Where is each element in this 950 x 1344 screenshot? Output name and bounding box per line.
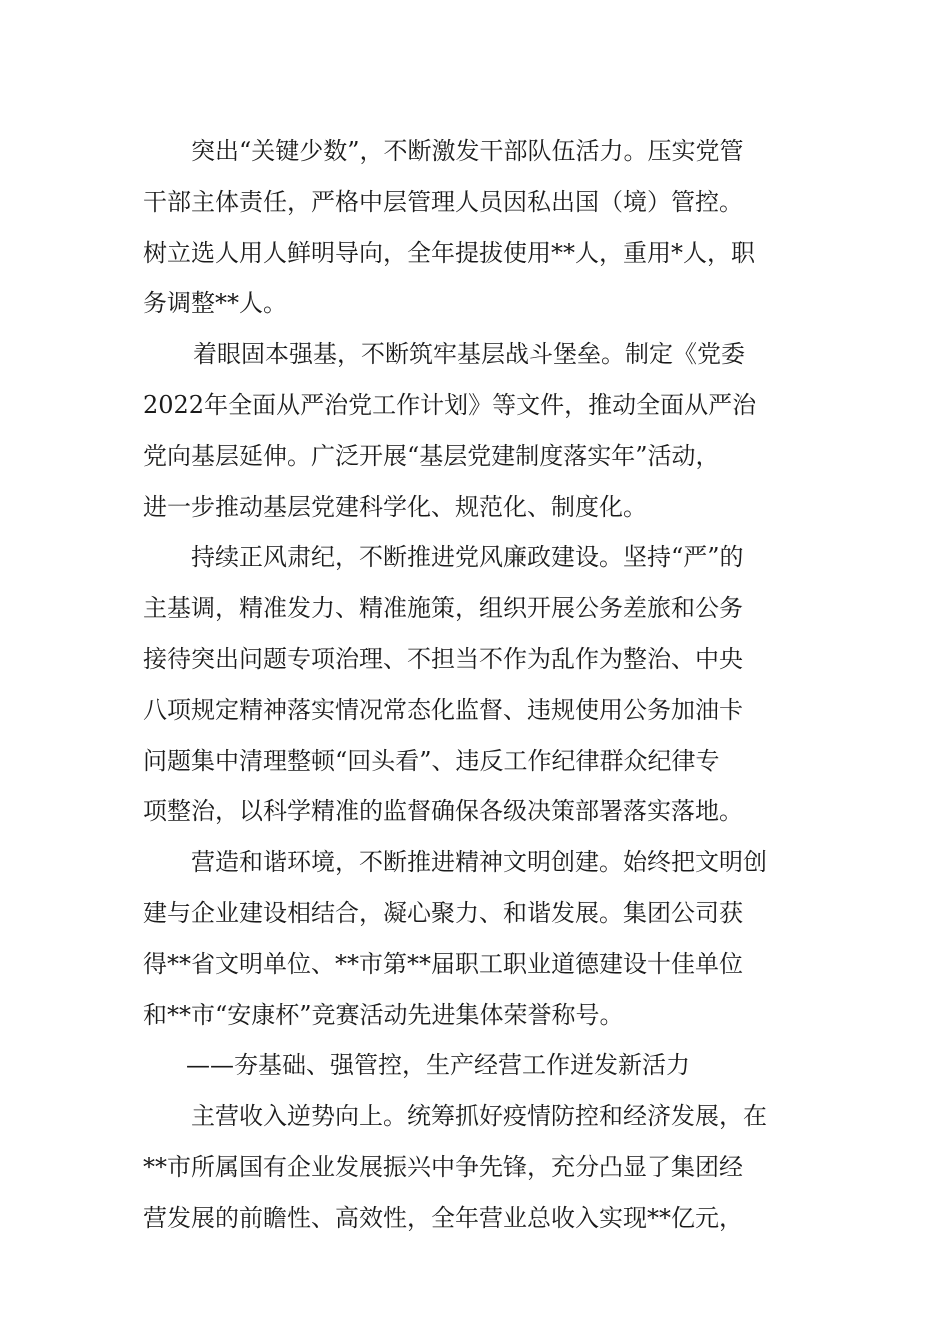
paragraph-civilization: 营造和谐环境，不断推进精神文明创建。始终把文明创 建与企业建设相结合，凝心聚力、和谐发展。集团公司获 得**省文明单位、**市第**届职工职业道德建设十佳单位 和**市“安康杯”竞赛活动先进集体荣誉称号。 — [143, 848, 767, 1029]
document-body — [143, 126, 811, 1244]
paragraph-cadre-team: 突出“关键少数”，不断激发干部队伍活力。压实党管 干部主体责任，严格中层管理人员因私出国（境）管控。 树立选人用人鲜明导向，全年提拔使用**人，重用*人，职 务调整**人。 — [143, 137, 755, 318]
paragraph-revenue: 主营收入逆势向上。统筹抓好疫情防控和经济发展，在 **市所属国有企业发展振兴中争先锋，充分凸显了集团经 营发展的前瞻性、高效性，全年营业总收入实现**亿元， — [143, 1102, 767, 1232]
paragraph-discipline: 持续正风肃纪，不断推进党风廉政建设。坚持“严”的 主基调，精准发力、精准施策，组织开展公务差旅和公务 接待突出问题专项治理、不担当不作为乱作为整治、中央 八项规定精神落实情况常态化监督、违规使用公务加油卡 问题集中清理整顿“回头看”、违反工作纪律群众纪律专 项整治，以科学精准的监督确保各级决策部署落实落地。 — [143, 543, 744, 826]
section-heading-operations: ——夯基础、强管控，生产经营工作迸发新活力 — [186, 1051, 690, 1080]
paragraph-grassroots: 着眼固本强基，不断筑牢基层战斗堡垒。制定《党委 2022年全面从严治党工作计划》等文件，推动全面从严治 党向基层延伸。广泛开展“基层党建制度落实年”活动， 进一步推动基层党建科学化、规范化、制度化。 — [143, 340, 757, 521]
